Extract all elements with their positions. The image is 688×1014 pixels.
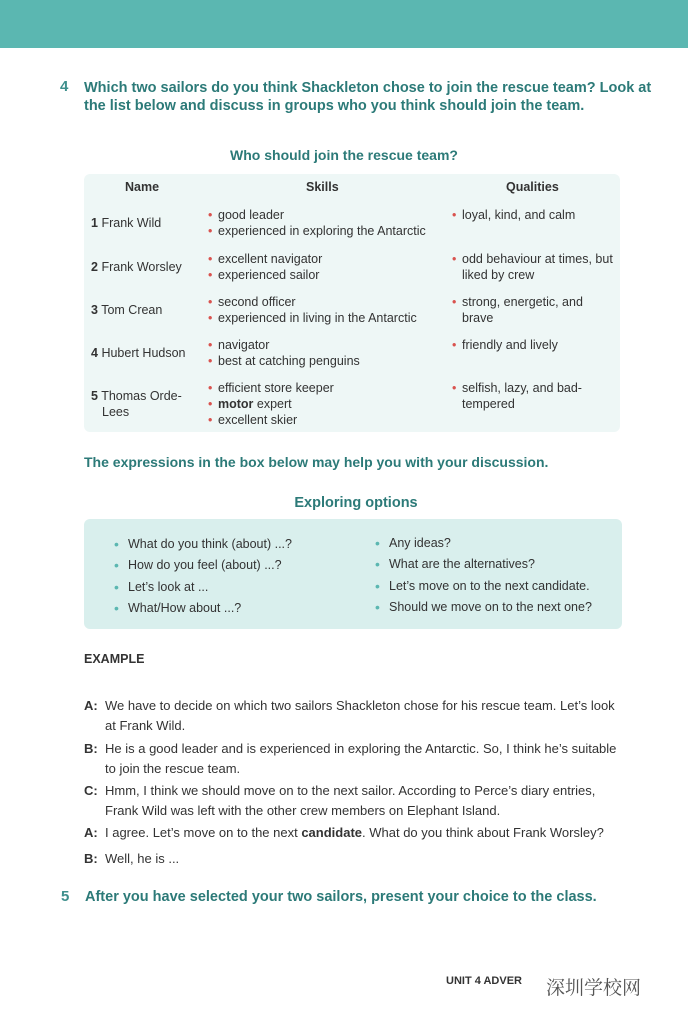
speaker-label: A: xyxy=(84,698,98,713)
sailor-name-continued: Lees xyxy=(102,405,130,419)
header-name: Name xyxy=(125,180,160,194)
row-number: 1 xyxy=(91,216,98,230)
dialogue-text: at Frank Wild. xyxy=(105,718,186,733)
sailor-name: Hubert Hudson xyxy=(101,346,186,360)
header-band xyxy=(0,0,688,48)
unit-footer-label: UNIT 4 ADVER xyxy=(446,975,522,987)
expression-item: • Let’s look at ... xyxy=(114,580,208,594)
quality-item: • loyal, kind, and calm xyxy=(452,207,624,223)
task-4-line-1: Which two sailors do you think Shackleton chose to join the rescue team? Look at xyxy=(84,80,652,96)
quality-item-continued: tempered xyxy=(462,397,515,411)
skill-item: • experienced in exploring the Antarctic xyxy=(208,223,448,239)
dialogue-line xyxy=(105,696,625,736)
quality-item-continued: liked by crew xyxy=(462,268,535,282)
dialogue-text: He is a good leader and is experienced in exploring the Antarctic. So, I think he’s suitable xyxy=(105,741,617,756)
skill-item: • experienced sailor xyxy=(208,267,448,283)
table-row-3-name xyxy=(91,302,201,318)
dialogue-keyword: candidate xyxy=(301,825,363,840)
row-number: 2 xyxy=(91,260,98,274)
skill-item: • experienced in living in the Antarctic xyxy=(208,310,448,326)
table-row-5-name xyxy=(91,388,201,420)
watermark: 深圳学校网 xyxy=(546,977,642,999)
task-4-number: 4 xyxy=(60,78,69,95)
dialogue-text: to join the rescue team. xyxy=(105,761,241,776)
sailor-name: Thomas Orde- xyxy=(101,389,182,403)
sailor-name: Frank Worsley xyxy=(101,260,182,274)
row-number: 3 xyxy=(91,303,98,317)
skill-item-motor-expert xyxy=(208,396,448,412)
sailor-name: Frank Wild xyxy=(101,216,162,230)
quality-item: • odd behaviour at times, but xyxy=(452,251,624,267)
skill-item: • navigator xyxy=(208,337,448,353)
dialogue-line xyxy=(105,849,625,869)
exploring-options-title: Exploring options xyxy=(294,495,418,511)
skill-item: • efficient store keeper xyxy=(208,380,448,396)
task-5-text: After you have selected your two sailors, present your choice to the class. xyxy=(85,889,597,905)
speaker-label: B: xyxy=(84,741,98,756)
table-row-2-qualities xyxy=(452,251,624,283)
speaker-label: A: xyxy=(84,825,98,840)
dialogue-line xyxy=(105,739,625,779)
table-row-3-skills xyxy=(208,294,448,326)
table-row-5-skills xyxy=(208,380,448,428)
speaker-label: B: xyxy=(84,851,98,866)
skill-item: • excellent navigator xyxy=(208,251,448,267)
skill-rest: expert xyxy=(253,397,292,411)
table-row-2-name xyxy=(91,259,201,275)
dialogue-text: Hmm, I think we should move on to the next sailor. According to Perce’s diary entries, xyxy=(105,783,596,798)
quality-item: • strong, energetic, and xyxy=(452,294,624,310)
skill-item: • best at catching penguins xyxy=(208,353,448,369)
skill-keyword: motor xyxy=(218,397,254,411)
table-row-4-skills xyxy=(208,337,448,369)
example-label: EXAMPLE xyxy=(84,652,145,666)
sailor-name: Tom Crean xyxy=(101,303,163,317)
task-4-line-2: the list below and discuss in groups who you think should join the team. xyxy=(84,98,585,114)
table-row-4-qualities xyxy=(452,337,624,353)
table-row-4-name xyxy=(91,345,201,361)
skill-item: • good leader xyxy=(208,207,448,223)
task-5-number: 5 xyxy=(61,888,70,905)
row-number: 5 xyxy=(91,389,98,403)
expression-item: • What do you think (about) ...? xyxy=(114,537,292,551)
dialogue-line xyxy=(105,781,625,821)
dialogue-text: I agree. Let’s move on to the next xyxy=(105,825,302,840)
dialogue-text: Well, he is ... xyxy=(105,851,180,866)
expression-item: • Any ideas? xyxy=(375,536,451,550)
quality-item-continued: brave xyxy=(462,311,494,325)
help-line: The expressions in the box below may help you with your discussion. xyxy=(84,454,549,470)
dialogue-text: . What do you think about Frank Worsley? xyxy=(362,825,604,840)
header-skills: Skills xyxy=(306,180,339,194)
expression-item: • What are the alternatives? xyxy=(375,557,535,571)
expression-item: • How do you feel (about) ...? xyxy=(114,558,282,572)
expression-item: • Let’s move on to the next candidate. xyxy=(375,579,590,593)
expression-item: • What/How about ...? xyxy=(114,601,241,615)
table-title: Who should join the rescue team? xyxy=(230,147,458,163)
expression-item: • Should we move on to the next one? xyxy=(375,600,592,614)
dialogue-text: We have to decide on which two sailors Shackleton chose for his rescue team. Let’s look xyxy=(105,698,615,713)
skill-item: • second officer xyxy=(208,294,448,310)
table-row-1-qualities xyxy=(452,207,624,223)
dialogue-line xyxy=(105,823,625,843)
row-number: 4 xyxy=(91,346,98,360)
table-row-1-skills xyxy=(208,207,448,239)
speaker-label: C: xyxy=(84,783,98,798)
table-row-1-name xyxy=(91,215,201,231)
quality-item: • friendly and lively xyxy=(452,337,624,353)
table-row-3-qualities xyxy=(452,294,624,326)
table-row-5-qualities xyxy=(452,380,624,412)
skill-item: • excellent skier xyxy=(208,412,448,428)
quality-item: • selfish, lazy, and bad- xyxy=(452,380,624,396)
header-qualities: Qualities xyxy=(506,180,559,194)
table-row-2-skills xyxy=(208,251,448,283)
dialogue-text: Frank Wild was left with the other crew members on Elephant Island. xyxy=(105,803,501,818)
